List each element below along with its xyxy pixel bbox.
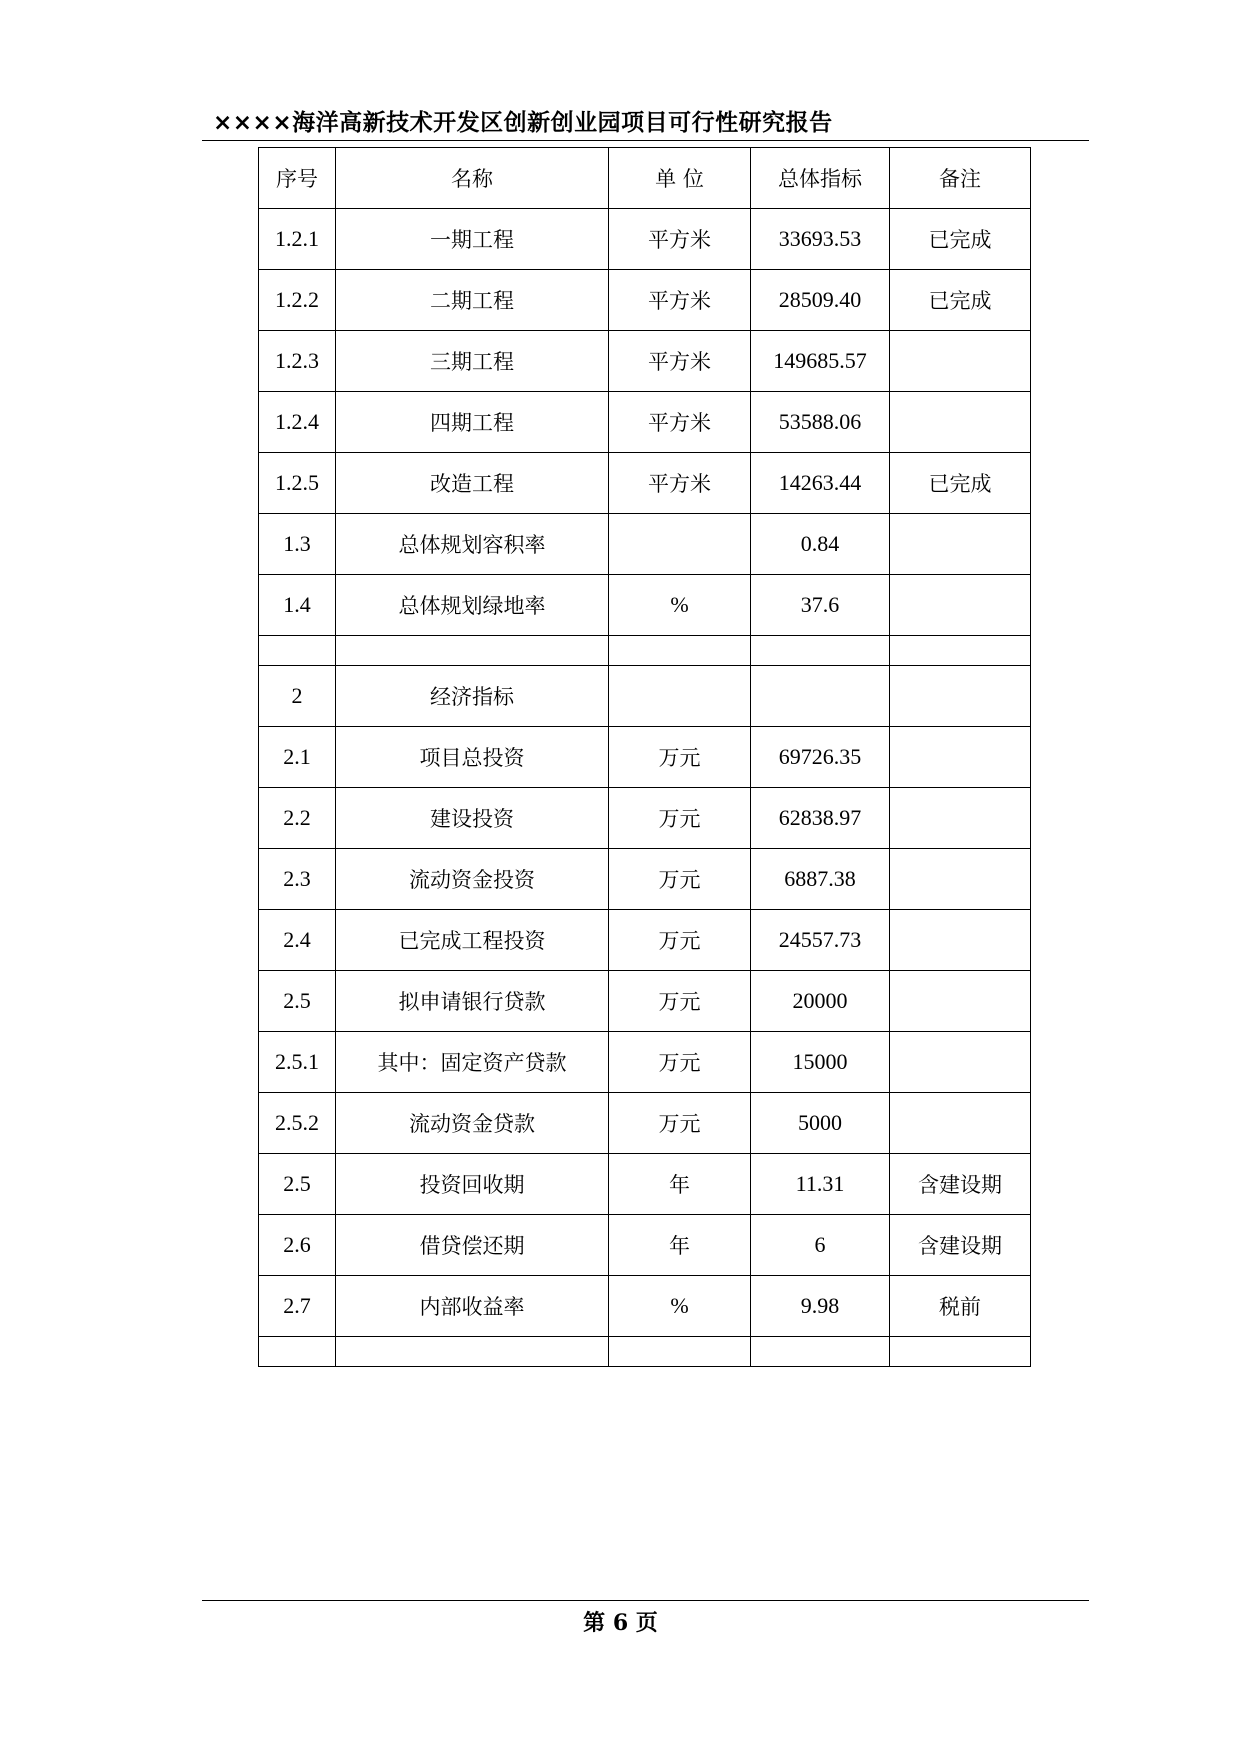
cell-value: 9.98: [751, 1276, 890, 1337]
cell-note: [890, 971, 1031, 1032]
cell-no: 2.1: [259, 727, 336, 788]
cell-no: 1.3: [259, 514, 336, 575]
table-row: [259, 514, 1031, 575]
cell-value: [751, 666, 890, 727]
cell-value: 0.84: [751, 514, 890, 575]
table-row: [259, 727, 1031, 788]
cell-no: 1.2.4: [259, 392, 336, 453]
cell-value: 6: [751, 1215, 890, 1276]
cell-name: 内部收益率: [336, 1276, 609, 1337]
cell-note: [890, 1337, 1031, 1367]
cell-note: 已完成: [890, 209, 1031, 270]
table-row: [259, 1032, 1031, 1093]
cell-unit: 万元: [609, 727, 751, 788]
cell-unit: 平方米: [609, 453, 751, 514]
cell-name: 其中：固定资产贷款: [336, 1032, 609, 1093]
cell-no: 1.2.1: [259, 209, 336, 270]
table-row: [259, 392, 1031, 453]
cell-unit: 万元: [609, 1032, 751, 1093]
cell-note: [890, 1032, 1031, 1093]
cell-name: 已完成工程投资: [336, 910, 609, 971]
table-row: [259, 270, 1031, 331]
table-row: [259, 453, 1031, 514]
cell-value: 33693.53: [751, 209, 890, 270]
cell-name: [336, 636, 609, 666]
table-row: [259, 788, 1031, 849]
cell-unit: [609, 666, 751, 727]
cell-value: 28509.40: [751, 270, 890, 331]
cell-name: 借贷偿还期: [336, 1215, 609, 1276]
cell-unit: %: [609, 1276, 751, 1337]
cell-no: 2.5: [259, 971, 336, 1032]
column-header-unit: 单 位: [609, 148, 751, 209]
cell-note: [890, 636, 1031, 666]
table-row-spacer: [259, 1337, 1031, 1367]
cell-note: 已完成: [890, 270, 1031, 331]
cell-no: 2.6: [259, 1215, 336, 1276]
cell-value: 15000: [751, 1032, 890, 1093]
cell-unit: [609, 514, 751, 575]
cell-name: 拟申请银行贷款: [336, 971, 609, 1032]
cell-no: 1.2.5: [259, 453, 336, 514]
cell-value: 24557.73: [751, 910, 890, 971]
cell-note: 含建设期: [890, 1215, 1031, 1276]
cell-unit: %: [609, 575, 751, 636]
table-header-row: [259, 148, 1031, 209]
table-row: [259, 910, 1031, 971]
cell-value: 6887.38: [751, 849, 890, 910]
table-row: [259, 331, 1031, 392]
column-header-value: 总体指标: [751, 148, 890, 209]
cell-unit: 万元: [609, 910, 751, 971]
table-row: [259, 971, 1031, 1032]
cell-name: 总体规划容积率: [336, 514, 609, 575]
cell-no: 2.7: [259, 1276, 336, 1337]
cell-value: 14263.44: [751, 453, 890, 514]
cell-name: 经济指标: [336, 666, 609, 727]
cell-no: [259, 636, 336, 666]
table-row: [259, 1093, 1031, 1154]
cell-note: [890, 392, 1031, 453]
cell-name: 建设投资: [336, 788, 609, 849]
cell-value: 37.6: [751, 575, 890, 636]
cell-value: 69726.35: [751, 727, 890, 788]
cell-no: 1.2.2: [259, 270, 336, 331]
cell-value: [751, 636, 890, 666]
cell-unit: 万元: [609, 1093, 751, 1154]
cell-note: [890, 575, 1031, 636]
cell-name: [336, 1337, 609, 1367]
cell-name: 一期工程: [336, 209, 609, 270]
cell-no: [259, 1337, 336, 1367]
cell-name: 四期工程: [336, 392, 609, 453]
cell-note: [890, 331, 1031, 392]
cell-no: 2: [259, 666, 336, 727]
cell-note: [890, 849, 1031, 910]
cell-note: [890, 514, 1031, 575]
cell-unit: [609, 636, 751, 666]
column-header-note: 备注: [890, 148, 1031, 209]
cell-note: 含建设期: [890, 1154, 1031, 1215]
cell-value: 53588.06: [751, 392, 890, 453]
cell-name: 总体规划绿地率: [336, 575, 609, 636]
cell-note: [890, 666, 1031, 727]
cell-value: 62838.97: [751, 788, 890, 849]
cell-unit: 年: [609, 1215, 751, 1276]
cell-unit: 年: [609, 1154, 751, 1215]
cell-note: 税前: [890, 1276, 1031, 1337]
cell-name: 流动资金投资: [336, 849, 609, 910]
cell-unit: 万元: [609, 849, 751, 910]
cell-unit: 平方米: [609, 392, 751, 453]
cell-value: 5000: [751, 1093, 890, 1154]
cell-no: 2.2: [259, 788, 336, 849]
cell-name: 改造工程: [336, 453, 609, 514]
cell-note: [890, 788, 1031, 849]
cell-no: 2.4: [259, 910, 336, 971]
cell-no: 2.5.2: [259, 1093, 336, 1154]
page-number: 第 6 页: [583, 1610, 658, 1636]
document-header-title: ××××海洋高新技术开发区创新创业园项目可行性研究报告: [213, 110, 833, 136]
header-divider: [202, 140, 1089, 141]
cell-unit: 平方米: [609, 209, 751, 270]
cell-unit: [609, 1337, 751, 1367]
cell-value: [751, 1337, 890, 1367]
cell-note: 已完成: [890, 453, 1031, 514]
cell-no: 2.5: [259, 1154, 336, 1215]
cell-name: 二期工程: [336, 270, 609, 331]
indicators-table: [258, 147, 1031, 1367]
cell-name: 项目总投资: [336, 727, 609, 788]
cell-note: [890, 910, 1031, 971]
table-row: [259, 849, 1031, 910]
footer-divider: [202, 1600, 1089, 1601]
cell-value: 149685.57: [751, 331, 890, 392]
cell-value: 11.31: [751, 1154, 890, 1215]
cell-name: 三期工程: [336, 331, 609, 392]
cell-unit: 平方米: [609, 270, 751, 331]
table-row: [259, 1154, 1031, 1215]
cell-no: 2.3: [259, 849, 336, 910]
cell-name: 投资回收期: [336, 1154, 609, 1215]
table-row: [259, 575, 1031, 636]
column-header-no: 序号: [259, 148, 336, 209]
table-row: [259, 209, 1031, 270]
cell-value: 20000: [751, 971, 890, 1032]
cell-no: 1.2.3: [259, 331, 336, 392]
cell-no: 2.5.1: [259, 1032, 336, 1093]
table-row: [259, 1215, 1031, 1276]
column-header-name: 名称: [336, 148, 609, 209]
table-row: [259, 666, 1031, 727]
table-row-spacer: [259, 636, 1031, 666]
cell-unit: 万元: [609, 971, 751, 1032]
cell-unit: 万元: [609, 788, 751, 849]
cell-note: [890, 727, 1031, 788]
cell-unit: 平方米: [609, 331, 751, 392]
cell-name: 流动资金贷款: [336, 1093, 609, 1154]
cell-note: [890, 1093, 1031, 1154]
cell-no: 1.4: [259, 575, 336, 636]
table-row: [259, 1276, 1031, 1337]
